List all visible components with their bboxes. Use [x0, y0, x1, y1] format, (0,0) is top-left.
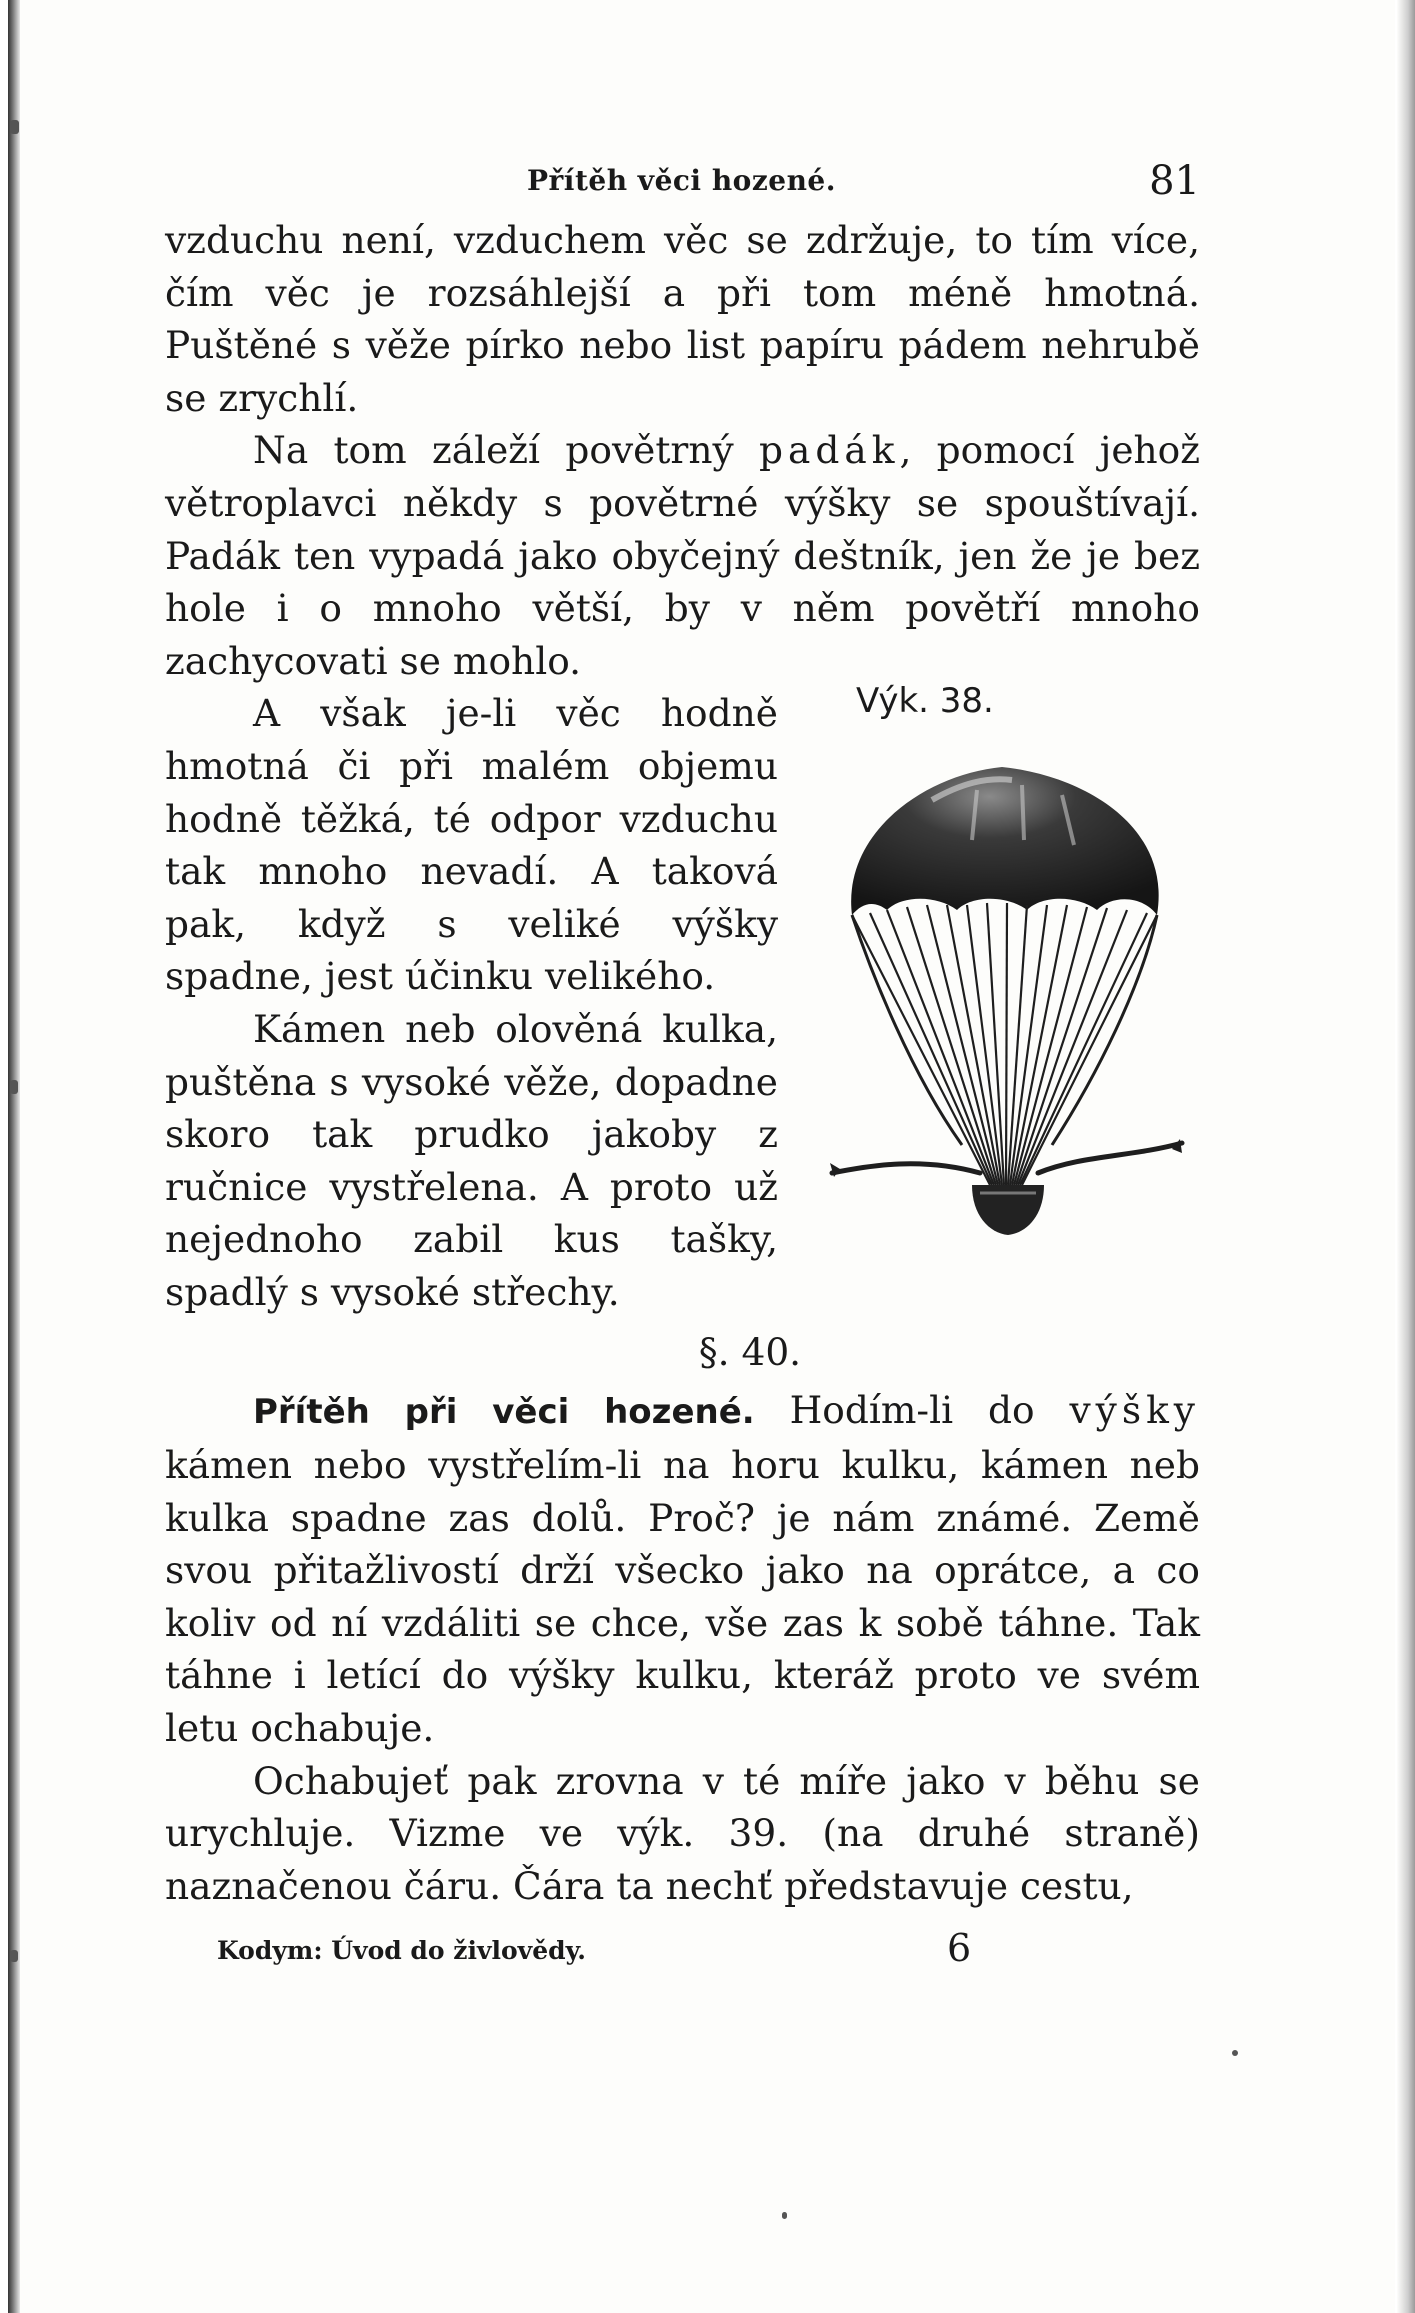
- text-run: , pomocí jehož větroplavci někdy s povětrné výšky se spouštívají. Padák ten vypadá jako obyčejný deštník, jen že je bez hole i o mnoho větší, by v něm povětří mnoho zachycovati se mohlo.: [165, 428, 1201, 683]
- paragraph: Kámen neb olověná kulka, puštěna s vysoké věže, dopadne skoro tak prudko jakoby z ručnice vystřelena. A proto už nejednoho zabil kus tašky, spadlý s vysoké střechy.: [165, 1006, 778, 1314]
- running-header: [165, 158, 1200, 214]
- canopy-shape: [851, 767, 1159, 915]
- parachute-illustration: [812, 745, 1192, 1255]
- figure-wrap-block: [165, 681, 1200, 1318]
- figure-caption: Výk. 38.: [856, 681, 994, 722]
- figure: [800, 681, 1200, 1257]
- signature-note: Kodym: Úvod do živlovědy.: [217, 1936, 586, 1966]
- signature-number: 6: [947, 1926, 972, 1971]
- paragraph: [165, 1384, 1200, 1754]
- section-number: §. 40.: [698, 1330, 802, 1375]
- page-footer: [165, 1926, 1200, 1986]
- paragraph: vzduchu není, vzduchem věc se zdržuje, to tím více, čím věc je rozsáhlejší a při tom méně hmotná. Puštěné s věže pírko nebo list papíru pádem nehrubě se zrychlí.: [165, 218, 1200, 420]
- text-run: Na tom záleží povětrný: [253, 428, 759, 473]
- text-run: Hodím-li do: [754, 1388, 1070, 1433]
- emphasized-term: výšky: [1069, 1388, 1200, 1433]
- section-heading: Přítěh při věci hozené.: [253, 1392, 755, 1433]
- text-run: kámen nebo vystřelím-li na horu kulku, kámen neb kulka spadne zas dolů. Proč? je nám známé. Země svou přitažlivostí drží všecko jako na oprátce, a co koliv od ní vzdáliti se chce, vše zas k sobě táhne. Tak táhne i letící do výšky kulku, kteráž proto ve svém letu ochabuje.: [165, 1443, 1200, 1751]
- binding-edge: [8, 0, 20, 2313]
- suspension-cords: [852, 903, 1157, 1185]
- running-title: Přítěh věci hozené.: [527, 164, 836, 197]
- ink-speck: [1232, 2050, 1238, 2056]
- paragraph: A však je-li věc hodně hmotná či při malém objemu hodně těžká, té odpor vzduchu tak mnoho nevadí. A taková pak, když s veliké výšky spadne, jest účinku velikého.: [165, 691, 778, 999]
- emphasized-term: padák: [758, 428, 900, 473]
- ink-speck: [782, 2212, 787, 2219]
- page-number: 81: [1149, 158, 1200, 204]
- ink-speck: [10, 120, 19, 134]
- page-content: [165, 158, 1200, 1986]
- ink-speck: [10, 1080, 18, 1094]
- page-edge-shadow: [1397, 0, 1415, 2313]
- ink-speck: [10, 1950, 18, 1962]
- paragraph: [165, 424, 1200, 687]
- paragraph: Ochabujeť pak zrovna v té míře jako v běhu se urychluje. Vizme ve výk. 39. (na druhé straně) naznačenou čáru. Čára ta nechť představuje cestu,: [165, 1758, 1200, 1908]
